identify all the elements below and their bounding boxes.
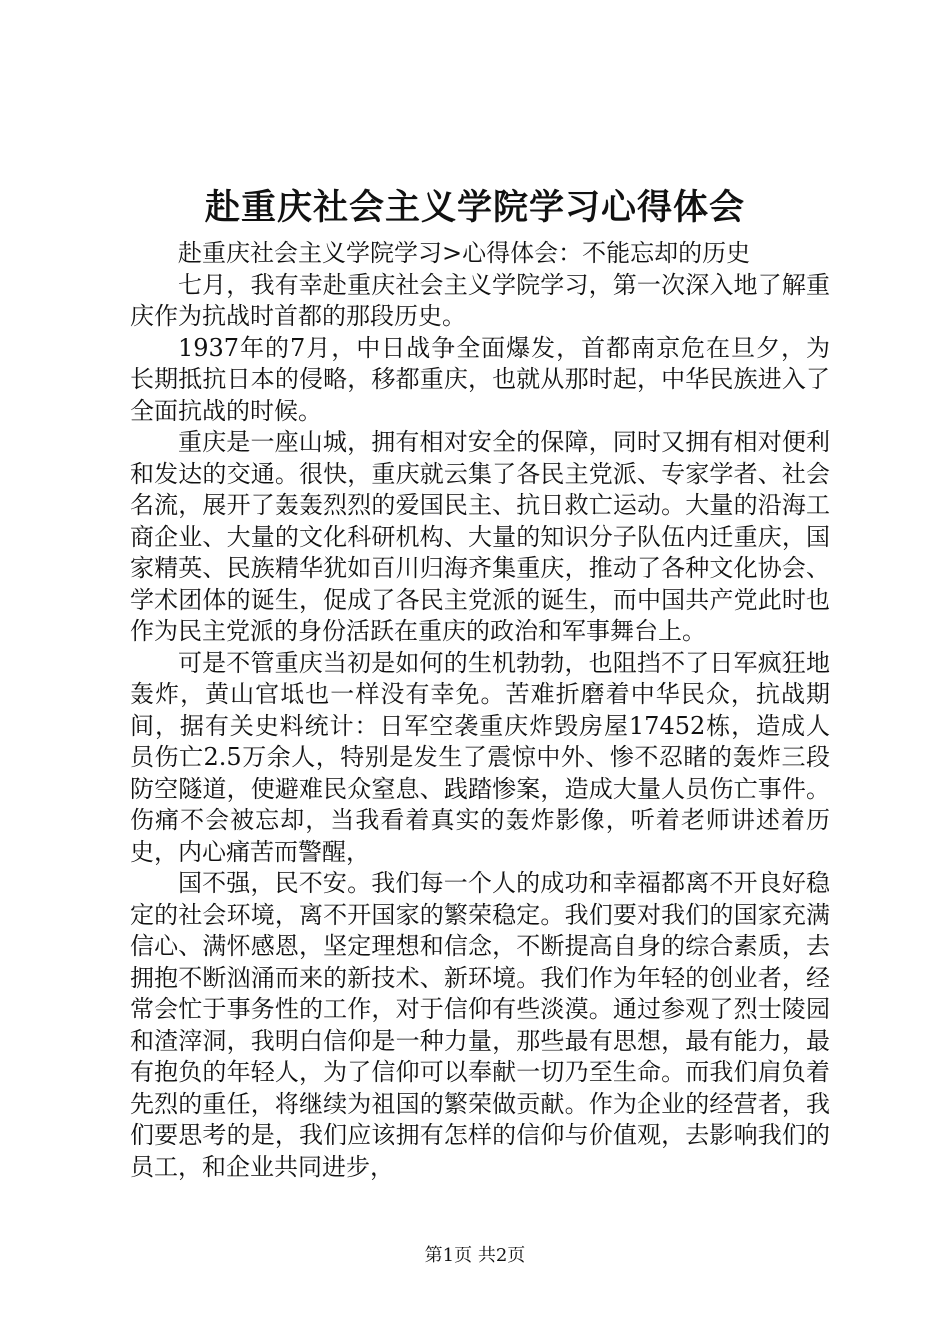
paragraph-reflection: 国不强，民不安。我们每一个人的成功和幸福都离不开良好稳定的社会环境，离不开国家的繁荣稳定。我们要对我们的国家充满信心、满怀感恩，坚定理想和信念，不断提高自身的综合素质，去拥抱不断汹涌而来的新技术、新环境。我们作为年轻的创业者，经常会忙于事务性的工作，对于信仰有些淡漠。通过参观了烈士陵园和渣滓洞，我明白信仰是一种力量，那些最有思想，最有能力，最有抱负的年轻人，为了信仰可以奉献一切乃至生命。而我们肩负着先烈的重任，将继续为祖国的繁荣做贡献。作为企业的经营者，我们要思考的是，我们应该拥有怎样的信仰与价值观，去影响我们的员工，和企业共同进步， bbox=[130, 869, 830, 1181]
page-number-footer: 第1页 共2页 bbox=[424, 1245, 526, 1266]
paragraph-subtitle: 赴重庆社会主义学院学习>心得体会：不能忘却的历史 bbox=[178, 239, 751, 267]
document-body bbox=[130, 238, 830, 1183]
paragraph-1937: 1937年的7月，中日战争全面爆发，首都南京危在旦夕，为长期抵抗日本的侵略，移都重庆，也就从那时起，中华民族进入了全面抗战的时候。 bbox=[130, 333, 830, 425]
document-title: 赴重庆社会主义学院学习心得体会 bbox=[204, 187, 745, 228]
paragraph-intro: 七月，我有幸赴重庆社会主义学院学习，第一次深入地了解重庆作为抗战时首都的那段历史。 bbox=[130, 270, 830, 330]
paragraph-bombing: 可是不管重庆当初是如何的生机勃勃，也阻挡不了日军疯狂地轰炸，黄山官坻也一样没有幸免。苦难折磨着中华民众，抗战期间，据有关史料统计：日军空袭重庆炸毁房屋17452栋，造成人员伤亡2.5万余人，特别是发生了震惊中外、惨不忍睹的轰炸三段防空隧道，使避难民众窒息、践踏惨案，造成大量人员伤亡事件。伤痛不会被忘却，当我看着真实的轰炸影像，听着老师讲述着历史，内心痛苦而警醒， bbox=[130, 648, 830, 866]
paragraph-chongqing: 重庆是一座山城，拥有相对安全的保障，同时又拥有相对便利和发达的交通。很快，重庆就云集了各民主党派、专家学者、社会名流，展开了轰轰烈烈的爱国民主、抗日救亡运动。大量的沿海工商企业、大量的文化科研机构、大量的知识分子队伍内迁重庆，国家精英、民族精华犹如百川归海齐集重庆，推动了各种文化协会、学术团体的诞生，促成了各民主党派的诞生，而中国共产党此时也作为民主党派的身份活跃在重庆的政治和军事舞台上。 bbox=[130, 428, 830, 645]
